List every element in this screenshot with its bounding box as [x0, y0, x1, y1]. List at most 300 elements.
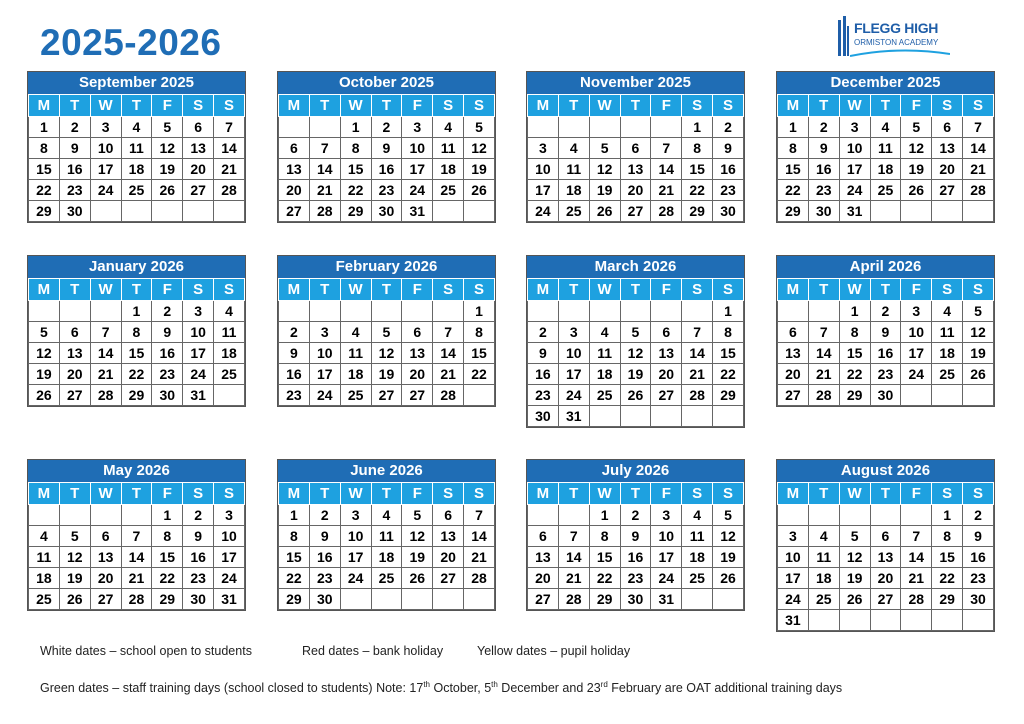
empty-cell: [528, 117, 559, 138]
day-cell: 20: [90, 568, 121, 589]
weekday-header: T: [59, 279, 90, 301]
empty-cell: [59, 505, 90, 526]
day-cell: 9: [279, 343, 310, 364]
day-cell: 5: [963, 301, 994, 322]
day-cell: 15: [589, 547, 620, 568]
day-cell: 8: [29, 138, 60, 159]
day-cell: 4: [340, 322, 371, 343]
day-cell: 5: [59, 526, 90, 547]
day-cell: 19: [152, 159, 183, 180]
day-cell: 9: [713, 138, 744, 159]
logo-text-primary: FLEGG HIGH: [854, 20, 939, 36]
day-cell: 30: [371, 201, 402, 222]
empty-cell: [778, 301, 809, 322]
day-cell: 16: [870, 343, 901, 364]
day-cell: 24: [183, 364, 214, 385]
day-cell: 25: [371, 568, 402, 589]
empty-cell: [214, 385, 245, 406]
day-cell: 27: [402, 385, 433, 406]
day-cell: 19: [901, 159, 932, 180]
month-calendar: [776, 71, 995, 223]
day-cell: 30: [309, 589, 340, 610]
day-cell: 3: [402, 117, 433, 138]
weekday-header: T: [620, 279, 651, 301]
weekday-header: T: [808, 483, 839, 505]
day-cell: 10: [839, 138, 870, 159]
day-cell: 6: [870, 526, 901, 547]
weekday-header: W: [589, 95, 620, 117]
day-cell: 27: [183, 180, 214, 201]
day-cell: 9: [59, 138, 90, 159]
day-cell: 17: [651, 547, 682, 568]
day-cell: 17: [340, 547, 371, 568]
weekday-header: W: [90, 279, 121, 301]
day-cell: 25: [932, 364, 963, 385]
day-cell: 9: [183, 526, 214, 547]
weekday-header: T: [371, 95, 402, 117]
day-cell: 27: [620, 201, 651, 222]
day-cell: 24: [558, 385, 589, 406]
weekday-header: T: [808, 95, 839, 117]
day-cell: 18: [558, 180, 589, 201]
day-cell: 13: [651, 343, 682, 364]
weekday-header: M: [778, 95, 809, 117]
day-cell: 25: [589, 385, 620, 406]
day-cell: 21: [433, 364, 464, 385]
day-cell: 13: [183, 138, 214, 159]
day-cell: 5: [402, 505, 433, 526]
day-cell: 15: [839, 343, 870, 364]
day-cell: 3: [651, 505, 682, 526]
day-cell: 20: [59, 364, 90, 385]
day-cell: 19: [589, 180, 620, 201]
day-cell: 4: [589, 322, 620, 343]
day-cell: 16: [963, 547, 994, 568]
day-cell: 19: [839, 568, 870, 589]
day-cell: 25: [214, 364, 245, 385]
day-cell: 13: [402, 343, 433, 364]
empty-cell: [651, 301, 682, 322]
day-cell: 28: [651, 201, 682, 222]
day-cell: 15: [464, 343, 495, 364]
day-cell: 25: [808, 589, 839, 610]
weekday-header: T: [620, 483, 651, 505]
weekday-header: T: [870, 483, 901, 505]
day-cell: 16: [620, 547, 651, 568]
day-cell: 30: [808, 201, 839, 222]
day-cell: 20: [183, 159, 214, 180]
day-cell: 6: [183, 117, 214, 138]
day-cell: 17: [558, 364, 589, 385]
day-cell: 19: [402, 547, 433, 568]
day-cell: 16: [713, 159, 744, 180]
day-cell: 2: [59, 117, 90, 138]
weekday-header: S: [963, 279, 994, 301]
day-cell: 18: [589, 364, 620, 385]
day-cell: 21: [808, 364, 839, 385]
day-cell: 22: [29, 180, 60, 201]
weekday-header: S: [963, 483, 994, 505]
empty-cell: [682, 301, 713, 322]
empty-cell: [279, 301, 310, 322]
day-cell: 13: [433, 526, 464, 547]
weekday-header: M: [29, 279, 60, 301]
empty-cell: [932, 610, 963, 631]
ordinal-suffix: th: [423, 680, 430, 689]
day-cell: 27: [932, 180, 963, 201]
empty-cell: [90, 201, 121, 222]
day-cell: 15: [279, 547, 310, 568]
empty-cell: [528, 301, 559, 322]
day-cell: 26: [29, 385, 60, 406]
day-cell: 10: [528, 159, 559, 180]
day-cell: 18: [808, 568, 839, 589]
empty-cell: [620, 406, 651, 427]
weekday-header: F: [152, 483, 183, 505]
day-cell: 16: [279, 364, 310, 385]
weekday-header: T: [371, 483, 402, 505]
day-cell: 20: [620, 180, 651, 201]
empty-cell: [464, 385, 495, 406]
empty-cell: [558, 505, 589, 526]
day-cell: 19: [464, 159, 495, 180]
day-cell: 10: [309, 343, 340, 364]
weekday-header: W: [839, 95, 870, 117]
day-cell: 29: [29, 201, 60, 222]
day-cell: 16: [808, 159, 839, 180]
weekday-header: F: [402, 279, 433, 301]
weekday-header: T: [558, 279, 589, 301]
day-cell: 11: [870, 138, 901, 159]
day-cell: 10: [214, 526, 245, 547]
day-cell: 4: [214, 301, 245, 322]
day-cell: 25: [340, 385, 371, 406]
empty-cell: [808, 610, 839, 631]
day-cell: 13: [90, 547, 121, 568]
day-cell: 28: [90, 385, 121, 406]
day-cell: 22: [713, 364, 744, 385]
weekday-header: W: [340, 279, 371, 301]
day-cell: 5: [29, 322, 60, 343]
day-cell: 25: [682, 568, 713, 589]
day-cell: 5: [371, 322, 402, 343]
day-cell: 14: [558, 547, 589, 568]
day-cell: 8: [464, 322, 495, 343]
empty-cell: [870, 610, 901, 631]
day-cell: 15: [682, 159, 713, 180]
month-calendar: [277, 459, 496, 611]
day-cell: 6: [90, 526, 121, 547]
day-cell: 3: [340, 505, 371, 526]
day-cell: 7: [121, 526, 152, 547]
empty-cell: [901, 201, 932, 222]
day-cell: 6: [402, 322, 433, 343]
legend-green: [40, 680, 842, 695]
weekday-header: S: [183, 279, 214, 301]
empty-cell: [682, 406, 713, 427]
day-cell: 19: [29, 364, 60, 385]
weekday-header: F: [402, 95, 433, 117]
weekday-header: W: [839, 483, 870, 505]
day-cell: 1: [340, 117, 371, 138]
day-cell: 5: [901, 117, 932, 138]
day-cell: 15: [778, 159, 809, 180]
day-cell: 16: [528, 364, 559, 385]
weekday-header: W: [90, 95, 121, 117]
day-cell: 24: [90, 180, 121, 201]
empty-cell: [963, 201, 994, 222]
day-cell: 17: [90, 159, 121, 180]
day-cell: 22: [152, 568, 183, 589]
day-cell: 29: [932, 589, 963, 610]
day-cell: 29: [589, 589, 620, 610]
day-cell: 1: [589, 505, 620, 526]
day-cell: 4: [121, 117, 152, 138]
day-cell: 20: [279, 180, 310, 201]
day-cell: 26: [589, 201, 620, 222]
day-cell: 14: [309, 159, 340, 180]
weekday-header: M: [778, 483, 809, 505]
month-calendar: [526, 459, 745, 611]
day-cell: 15: [152, 547, 183, 568]
day-cell: 31: [839, 201, 870, 222]
weekday-header: S: [214, 279, 245, 301]
day-cell: 27: [870, 589, 901, 610]
day-cell: 18: [340, 364, 371, 385]
day-cell: 16: [152, 343, 183, 364]
day-cell: 13: [59, 343, 90, 364]
legend-white: White dates – school open to students: [40, 644, 252, 658]
day-cell: 28: [682, 385, 713, 406]
day-cell: 7: [963, 117, 994, 138]
day-cell: 12: [620, 343, 651, 364]
page-title: 2025-2026: [40, 22, 222, 63]
day-cell: 12: [402, 526, 433, 547]
month-calendar: [526, 255, 745, 428]
day-cell: 19: [713, 547, 744, 568]
weekday-header: S: [932, 95, 963, 117]
empty-cell: [713, 406, 744, 427]
day-cell: 19: [620, 364, 651, 385]
weekday-header: T: [309, 483, 340, 505]
day-cell: 20: [932, 159, 963, 180]
empty-cell: [402, 301, 433, 322]
empty-cell: [839, 505, 870, 526]
day-cell: 26: [464, 180, 495, 201]
weekday-header: T: [121, 279, 152, 301]
weekday-header: M: [29, 483, 60, 505]
day-cell: 22: [464, 364, 495, 385]
day-cell: 16: [183, 547, 214, 568]
day-cell: 3: [309, 322, 340, 343]
day-cell: 11: [121, 138, 152, 159]
day-cell: 7: [214, 117, 245, 138]
day-cell: 20: [651, 364, 682, 385]
weekday-header: T: [371, 279, 402, 301]
day-cell: 7: [808, 322, 839, 343]
empty-cell: [152, 201, 183, 222]
empty-cell: [620, 117, 651, 138]
day-cell: 22: [682, 180, 713, 201]
day-cell: 29: [121, 385, 152, 406]
day-cell: 1: [152, 505, 183, 526]
day-cell: 3: [778, 526, 809, 547]
day-cell: 5: [464, 117, 495, 138]
day-cell: 25: [870, 180, 901, 201]
day-cell: 17: [778, 568, 809, 589]
day-cell: 29: [340, 201, 371, 222]
day-cell: 4: [808, 526, 839, 547]
day-cell: 23: [371, 180, 402, 201]
day-cell: 10: [183, 322, 214, 343]
day-cell: 21: [464, 547, 495, 568]
day-cell: 25: [121, 180, 152, 201]
day-cell: 11: [214, 322, 245, 343]
weekday-header: S: [682, 95, 713, 117]
day-cell: 7: [558, 526, 589, 547]
ordinal-suffix: th: [491, 680, 498, 689]
weekday-header: T: [870, 95, 901, 117]
day-cell: 27: [90, 589, 121, 610]
empty-cell: [59, 301, 90, 322]
day-cell: 12: [839, 547, 870, 568]
day-cell: 8: [682, 138, 713, 159]
empty-cell: [558, 301, 589, 322]
weekday-header: M: [528, 483, 559, 505]
day-cell: 8: [778, 138, 809, 159]
empty-cell: [558, 117, 589, 138]
day-cell: 28: [901, 589, 932, 610]
day-cell: 9: [152, 322, 183, 343]
empty-cell: [90, 301, 121, 322]
day-cell: 11: [558, 159, 589, 180]
day-cell: 28: [558, 589, 589, 610]
day-cell: 2: [371, 117, 402, 138]
empty-cell: [29, 301, 60, 322]
day-cell: 24: [778, 589, 809, 610]
day-cell: 6: [778, 322, 809, 343]
day-cell: 20: [433, 547, 464, 568]
day-cell: 25: [433, 180, 464, 201]
day-cell: 14: [901, 547, 932, 568]
day-cell: 30: [183, 589, 214, 610]
day-cell: 2: [309, 505, 340, 526]
weekday-header: F: [651, 95, 682, 117]
school-logo: [832, 12, 962, 62]
day-cell: 6: [279, 138, 310, 159]
empty-cell: [870, 201, 901, 222]
empty-cell: [433, 201, 464, 222]
day-cell: 7: [90, 322, 121, 343]
day-cell: 10: [402, 138, 433, 159]
weekday-header: T: [309, 95, 340, 117]
day-cell: 20: [402, 364, 433, 385]
day-cell: 30: [870, 385, 901, 406]
empty-cell: [464, 201, 495, 222]
weekday-header: S: [214, 95, 245, 117]
day-cell: 21: [901, 568, 932, 589]
day-cell: 5: [620, 322, 651, 343]
weekday-header: T: [808, 279, 839, 301]
day-cell: 24: [214, 568, 245, 589]
day-cell: 21: [309, 180, 340, 201]
swoosh-icon: [850, 48, 950, 58]
day-cell: 23: [528, 385, 559, 406]
day-cell: 10: [90, 138, 121, 159]
empty-cell: [309, 117, 340, 138]
weekday-header: S: [433, 279, 464, 301]
weekday-header: T: [59, 95, 90, 117]
day-cell: 15: [932, 547, 963, 568]
day-cell: 23: [183, 568, 214, 589]
day-cell: 8: [340, 138, 371, 159]
empty-cell: [433, 589, 464, 610]
day-cell: 23: [309, 568, 340, 589]
weekday-header: F: [152, 95, 183, 117]
weekday-header: W: [340, 483, 371, 505]
day-cell: 10: [778, 547, 809, 568]
empty-cell: [778, 505, 809, 526]
day-cell: 28: [963, 180, 994, 201]
day-cell: 12: [29, 343, 60, 364]
day-cell: 10: [558, 343, 589, 364]
weekday-header: T: [870, 279, 901, 301]
day-cell: 21: [90, 364, 121, 385]
day-cell: 15: [29, 159, 60, 180]
empty-cell: [651, 117, 682, 138]
day-cell: 7: [651, 138, 682, 159]
day-cell: 27: [59, 385, 90, 406]
day-cell: 10: [651, 526, 682, 547]
day-cell: 29: [152, 589, 183, 610]
day-cell: 9: [528, 343, 559, 364]
weekday-header: M: [29, 95, 60, 117]
empty-cell: [932, 201, 963, 222]
day-cell: 9: [620, 526, 651, 547]
day-cell: 12: [59, 547, 90, 568]
day-cell: 21: [558, 568, 589, 589]
day-cell: 5: [589, 138, 620, 159]
legend-yellow: Yellow dates – pupil holiday: [477, 644, 631, 658]
day-cell: 22: [932, 568, 963, 589]
day-cell: 16: [371, 159, 402, 180]
empty-cell: [121, 201, 152, 222]
day-cell: 19: [59, 568, 90, 589]
empty-cell: [963, 610, 994, 631]
day-cell: 17: [402, 159, 433, 180]
weekday-header: M: [528, 279, 559, 301]
day-cell: 18: [121, 159, 152, 180]
day-cell: 14: [433, 343, 464, 364]
day-cell: 11: [29, 547, 60, 568]
day-cell: 4: [558, 138, 589, 159]
day-cell: 2: [183, 505, 214, 526]
day-cell: 13: [528, 547, 559, 568]
empty-cell: [963, 385, 994, 406]
day-cell: 8: [839, 322, 870, 343]
day-cell: 6: [651, 322, 682, 343]
day-cell: 5: [152, 117, 183, 138]
day-cell: 9: [870, 322, 901, 343]
weekday-header: F: [402, 483, 433, 505]
day-cell: 30: [713, 201, 744, 222]
day-cell: 8: [589, 526, 620, 547]
day-cell: 15: [121, 343, 152, 364]
weekday-header: W: [839, 279, 870, 301]
day-cell: 12: [963, 322, 994, 343]
day-cell: 25: [29, 589, 60, 610]
weekday-header: S: [183, 483, 214, 505]
